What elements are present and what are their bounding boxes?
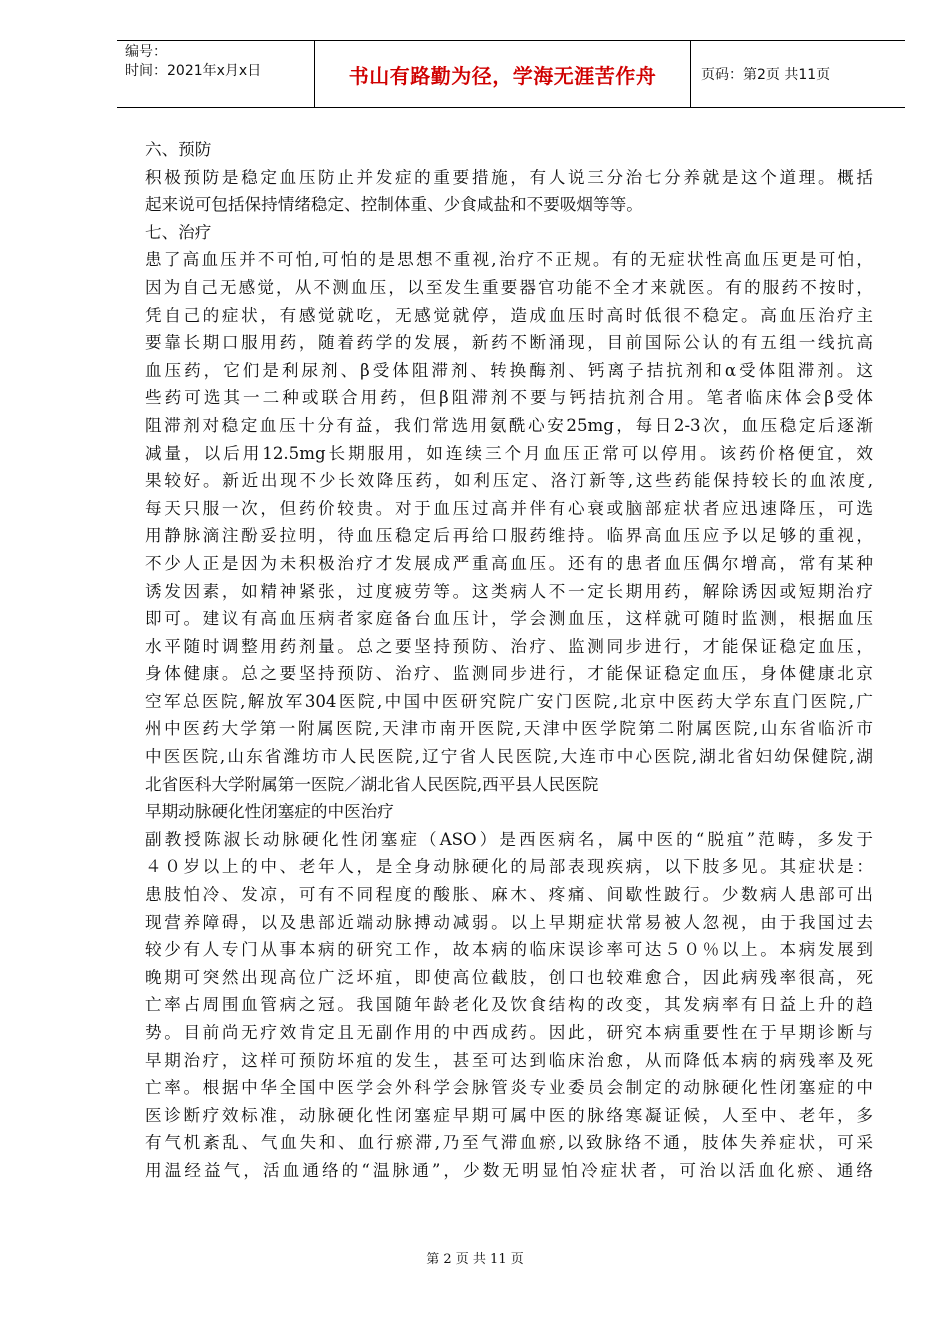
text-line: 血压药，它们是利尿剂、β受体阻滞剂、转换酶剂、钙离子拮抗剂和α受体阻滞剂。这 [145,360,873,380]
text-line: 阻滞剂对稳定血压十分有益，我们常选用氨酰心安25mg，每日2-3次，血压稳定后逐渐 [145,415,873,435]
text-line: 患了高血压并不可怕,可怕的是思想不重视,治疗不正规。有的无症状性高血压更是可怕， [145,250,873,270]
text-line: ４０岁以上的中、老年人，是全身动脉硬化的局部表现疾病，以下肢多见。其症状是： [145,857,873,877]
text-line: 有气机紊乱、气血失和、血行瘀滞,乃至气滞血瘀,以致脉络不通，肢体失养症状，可采 [145,1133,873,1153]
text-line: 空军总医院,解放军304医院,中国中医研究院广安门医院,北京中医药大学东直门医院,广 [145,691,873,711]
text-line: 身体健康。总之要坚持预防、治疗、监测同步进行，才能保证稳定血压，身体健康北京 [145,664,873,684]
header-meta [117,41,315,107]
document-number-label: 编号： [125,44,167,60]
page-header [117,40,905,108]
text-line: 六、预防 [145,140,212,159]
page-footer: 第 2 页 共 11 页 [426,1252,524,1267]
text-line: 水平随时调整用药剂量。总之要坚持预防、治疗、监测同步进行，才能保证稳定血压， [145,636,873,656]
document-body [145,136,873,1185]
text-line: 医诊断疗效标准，动脉硬化性闭塞症早期可属中医的脉络寒凝证候，人至中、老年，多 [145,1105,873,1125]
text-line: 患肢怕冷、发凉，可有不同程度的酸胀、麻木、疼痛、间歇性跛行。少数病人患部可出 [145,885,873,905]
text-line: 起来说可包括保持情绪稳定、控制体重、少食咸盐和不要吸烟等等。 [145,195,643,215]
text-line: 即可。建议有高血压病者家庭备台血压计，学会测血压，这样就可随时监测，根据血压 [145,609,873,629]
document-time-label: 时间：2021年x月x日 [125,63,262,79]
text-line: 州中医药大学第一附属医院,天津市南开医院,天津中医学院第二附属医院,山东省临沂市 [145,719,873,739]
text-line: 势。目前尚无疗效肯定且无副作用的中西成药。因此，研究本病重要性在于早期诊断与 [145,1023,873,1042]
text-line: 北省医科大学附属第一医院／湖北省人民医院,西平县人民医院 [145,774,599,794]
text-line: 因为自己无感觉，从不测血压，以至发生重要器官功能不全才来就医。有的服药不按时， [145,277,873,297]
text-line: 早期动脉硬化性闭塞症的中医治疗 [145,802,394,822]
text-line: 果较好。新近出现不少长效降压药，如利压定、洛汀新等,这些药能保持较长的血浓度, [145,471,873,491]
text-line: 用静脉滴注酚妥拉明，待血压稳定后再给口服药维持。临界高血压应予以足够的重视， [145,526,873,546]
text-line: 减量，以后用12.5mg长期服用，如连续三个月血压正常可以停用。该药价格便宜，效 [145,443,873,463]
text-line: 用温经益气，活血通络的“温脉通”，少数无明显怕冷症状者，可治以活血化瘀、通络 [145,1160,873,1180]
text-line: 亡率占周围血管病之冠。我国随年龄老化及饮食结构的改变，其发病率有日益上升的趋 [145,995,873,1015]
text-line: 每天只服一次，但药价较贵。对于血压过高并伴有心衰或脑部症状者应迅速降压，可选 [145,498,873,518]
text-line: 较少有人专门从事本病的研究工作，故本病的临床误诊率可达５０％以上。本病发展到 [145,940,873,960]
text-line: 七、治疗 [145,222,212,242]
text-line: 要靠长期口服用药，随着药学的发展，新药不断涌现，目前国际公认的有五组一线抗高 [145,333,873,353]
header-page-label: 页码：第2页 共11页 [701,67,831,83]
text-line: 积极预防是稳定血压防止并发症的重要措施，有人说三分治七分养就是这个道理。概括 [145,167,873,187]
text-line: 副教授陈淑长动脉硬化性闭塞症（ASO）是西医病名，属中医的“脱疽”范畴，多发于 [145,829,873,849]
text-line: 早期治疗，这样可预防坏疽的发生，甚至可达到临床治愈，从而降低本病的病残率及死 [145,1050,873,1070]
text-line: 诱发因素，如精神紧张，过度疲劳等。这类病人不一定长期用药，解除诱因或短期治疗 [145,581,873,601]
text-line: 亡率。根据中华全国中医学会外科学会脉管炎专业委员会制定的动脉硬化性闭塞症的中 [145,1078,873,1098]
text-line: 不少人正是因为未积极治疗才发展成严重高血压。还有的患者血压偶尔增高，常有某种 [145,553,873,573]
text-line: 中医医院,山东省潍坊市人民医院,辽宁省人民医院,大连市中心医院,湖北省妇幼保健院,湖 [145,747,873,767]
text-line: 凭自己的症状，有感觉就吃，无感觉就停，造成血压时高时低很不稳定。高血压治疗主 [145,305,873,325]
header-motto: 书山有路勤为径，学海无涯苦作舟 [315,41,691,107]
text-line: 现营养障碍，以及患部近端动脉搏动减弱。以上早期症状常易被人忽视，由于我国过去 [145,912,873,932]
text-line: 晚期可突然出现高位广泛坏疽，即使高位截肢，创口也较难愈合，因此病残率很高，死 [145,967,873,987]
text-line: 些药可选其一二种或联合用药，但β阻滞剂不要与钙拮抗剂合用。笔者临床体会β受体 [145,388,873,408]
